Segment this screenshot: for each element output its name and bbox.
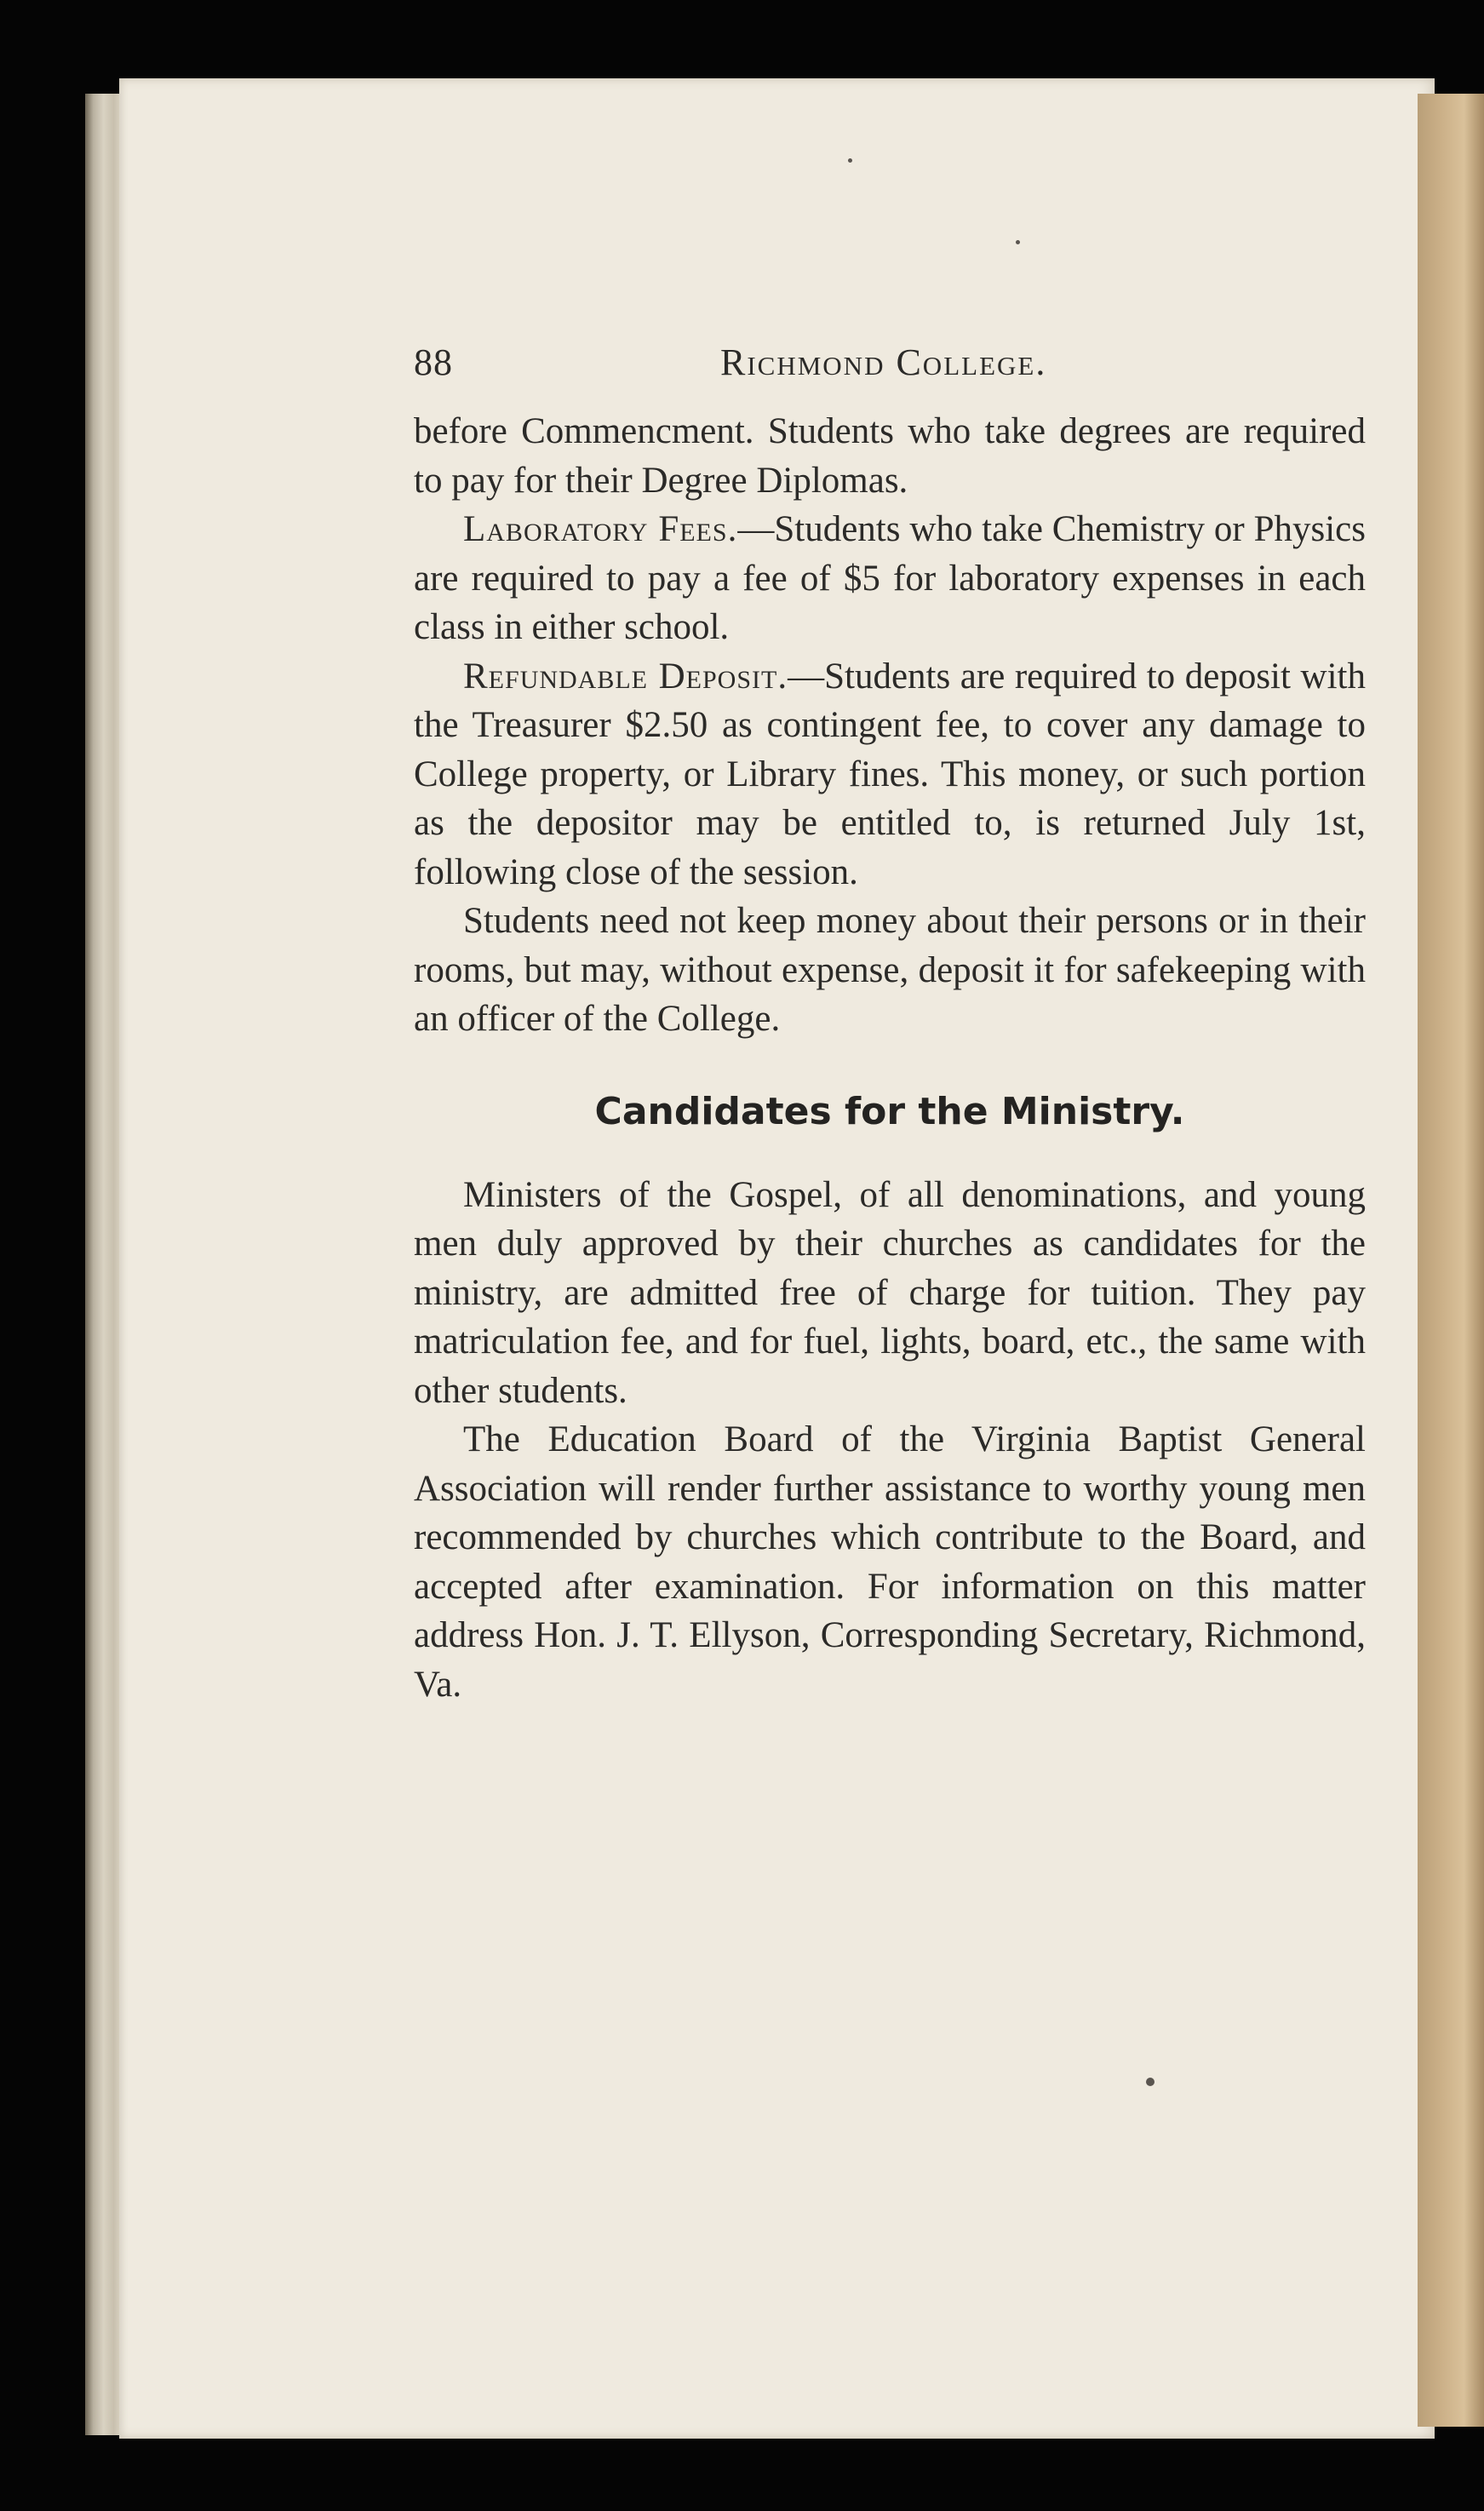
paragraph-text: —Students who take Chemistry or Physics are required to pay a fee of $5 for laboratory expenses in each class in either school. [414,509,1366,647]
paragraph-text: Students need not keep money about their persons or in their rooms, but may, without expense, deposit it for safekeeping with an officer of the College. [414,901,1366,1039]
paragraph-lead: Laboratory Fees. [463,509,738,549]
paragraph [414,1171,1366,1416]
ink-speck [1016,240,1020,244]
paragraph [414,897,1366,1044]
running-title: Richmond College. [720,341,1047,383]
paragraph [414,1415,1366,1709]
paragraph [414,652,1366,897]
text-block [414,341,1366,1709]
ink-speck [848,158,852,163]
right-page-edge [1418,94,1484,2427]
page-number: 88 [414,341,453,383]
paragraph-text: Ministers of the Gospel, of all denominations, and young men duly approved by their churches as candidates for the ministry, are admitted free of charge for tuition. They pay matriculation fee, and for fuel, lights, board, etc., the same with other students. [414,1174,1366,1411]
ink-speck [1146,2078,1155,2086]
section-heading: Candidates for the Ministry. [594,1089,1185,1133]
paragraph-lead: Refundable Deposit. [463,656,788,697]
paragraph-text: The Education Board of the Virginia Baptist General Association will render further assistance to worthy young men recommended by churches which contribute to the Board, and accepted after examination. For information on this matter address Hon. J. T. Ellyson, Corresponding Secretary, Richmond, Va. [414,1419,1366,1705]
paragraph-text: —Students are required to deposit with the Treasurer $2.50 as contingent fee, to cover any damage to College property, or Library fines. This money, or such portion as the depositor may be entitled to, is returned July 1st, following close of the session. [414,656,1366,892]
paragraph [414,407,1366,505]
paragraph-text: before Commencment. Students who take degrees are required to pay for their Degree Diplomas. [414,411,1366,501]
running-head [414,341,1366,400]
paragraph [414,505,1366,652]
